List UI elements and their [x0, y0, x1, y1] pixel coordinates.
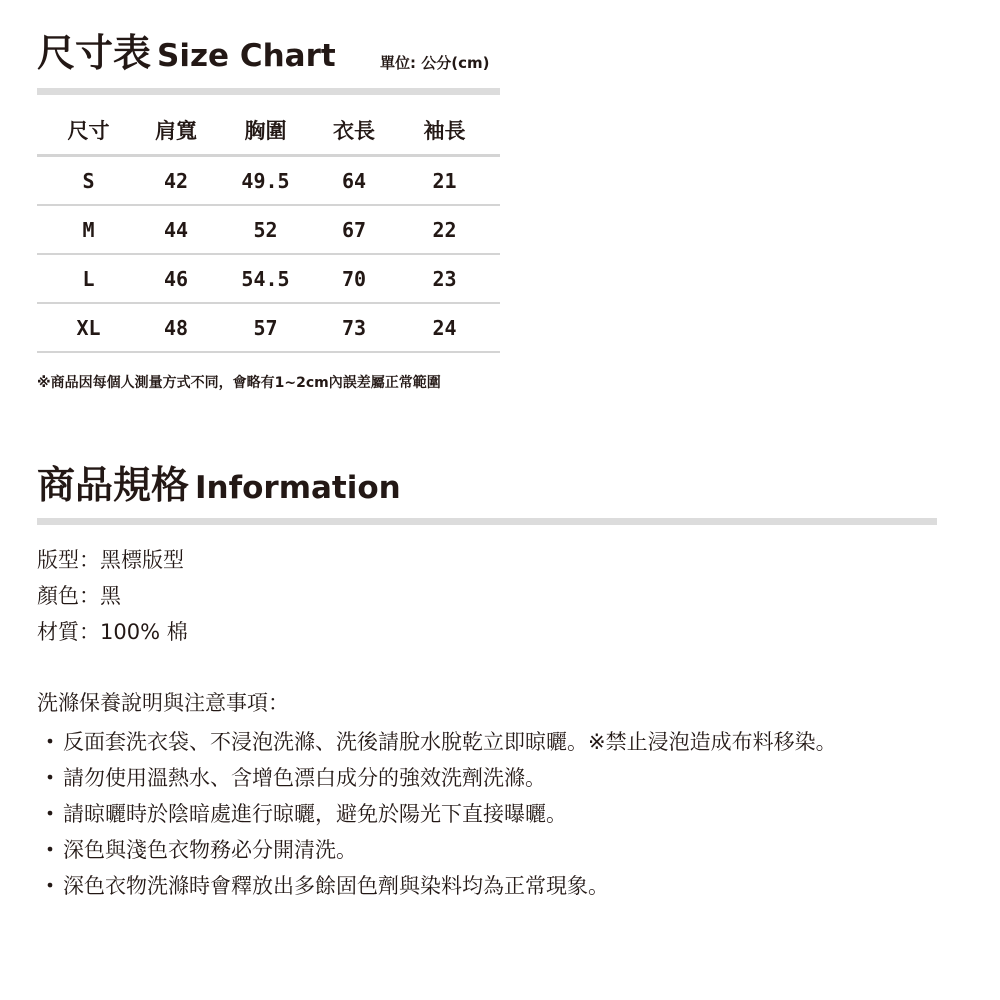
bullet-icon: ・: [39, 730, 61, 754]
table-cell: 46: [140, 254, 212, 303]
list-item: [37, 832, 837, 868]
column-header-chest: 胸圍: [212, 106, 319, 156]
care-instructions-title: 洗滌保養說明與注意事項：: [37, 691, 289, 715]
measurement-note: ※商品因每個人測量方式不同，會略有1~2cm內誤差屬正常範圍: [37, 375, 441, 391]
table-cell: 24: [389, 303, 500, 352]
spec-material: 材質：100% 棉: [37, 620, 188, 644]
bullet-icon: ・: [39, 838, 61, 862]
care-item-text: 深色衣物洗滌時會釋放出多餘固色劑與染料均為正常現象。: [63, 874, 609, 898]
column-header-length: 衣長: [319, 106, 389, 156]
table-cell: L: [37, 254, 140, 303]
table-cell: 21: [389, 156, 500, 206]
information-title: [37, 463, 401, 507]
table-cell: 22: [389, 205, 500, 254]
table-cell: 48: [140, 303, 212, 352]
information-title-en: Information: [195, 470, 401, 506]
table-cell: 52: [212, 205, 319, 254]
bullet-icon: ・: [39, 874, 61, 898]
size-chart-title-zh: 尺寸表: [37, 31, 152, 75]
spec-color: 顏色：黑: [37, 584, 121, 608]
table-cell: 49.5: [212, 156, 319, 206]
unit-label: 單位: 公分(cm): [380, 54, 490, 72]
table-row: [37, 156, 500, 206]
list-item: [37, 796, 837, 832]
table-header-row: [37, 106, 500, 156]
list-item: [37, 760, 837, 796]
size-chart-title: [37, 31, 336, 75]
column-header-shoulder: 肩寬: [140, 106, 212, 156]
care-item-text: 深色與淺色衣物務必分開清洗。: [63, 838, 357, 862]
table-cell: M: [37, 205, 140, 254]
information-title-zh: 商品規格: [37, 463, 190, 507]
care-item-text: 請勿使用溫熱水、含增色漂白成分的強效洗劑洗滌。: [63, 766, 546, 790]
bullet-icon: ・: [39, 802, 61, 826]
size-table: [37, 106, 500, 353]
list-item: [37, 724, 837, 760]
column-header-sleeve: 袖長: [389, 106, 500, 156]
section-divider: [37, 518, 937, 525]
table-cell: 64: [319, 156, 389, 206]
table-cell: 42: [140, 156, 212, 206]
spec-list: [37, 545, 188, 653]
list-item: [37, 868, 837, 904]
table-cell: S: [37, 156, 140, 206]
bullet-icon: ・: [39, 766, 61, 790]
table-cell: 73: [319, 303, 389, 352]
table-row: [37, 303, 500, 352]
table-row: [37, 254, 500, 303]
table-cell: 67: [319, 205, 389, 254]
table-cell: 70: [319, 254, 389, 303]
table-row: [37, 205, 500, 254]
column-header-size: 尺寸: [37, 106, 140, 156]
care-item-text: 請晾曬時於陰暗處進行晾曬，避免於陽光下直接曝曬。: [63, 802, 567, 826]
section-divider: [37, 88, 500, 95]
table-cell: 44: [140, 205, 212, 254]
table-cell: 57: [212, 303, 319, 352]
table-cell: 54.5: [212, 254, 319, 303]
care-item-text: 反面套洗衣袋、不浸泡洗滌、洗後請脫水脫乾立即晾曬。※禁止浸泡造成布料移染。: [63, 730, 837, 754]
size-chart-title-en: Size Chart: [157, 38, 336, 74]
table-cell: 23: [389, 254, 500, 303]
spec-fit: 版型：黑標版型: [37, 548, 184, 572]
care-instructions-list: [37, 724, 837, 904]
table-cell: XL: [37, 303, 140, 352]
